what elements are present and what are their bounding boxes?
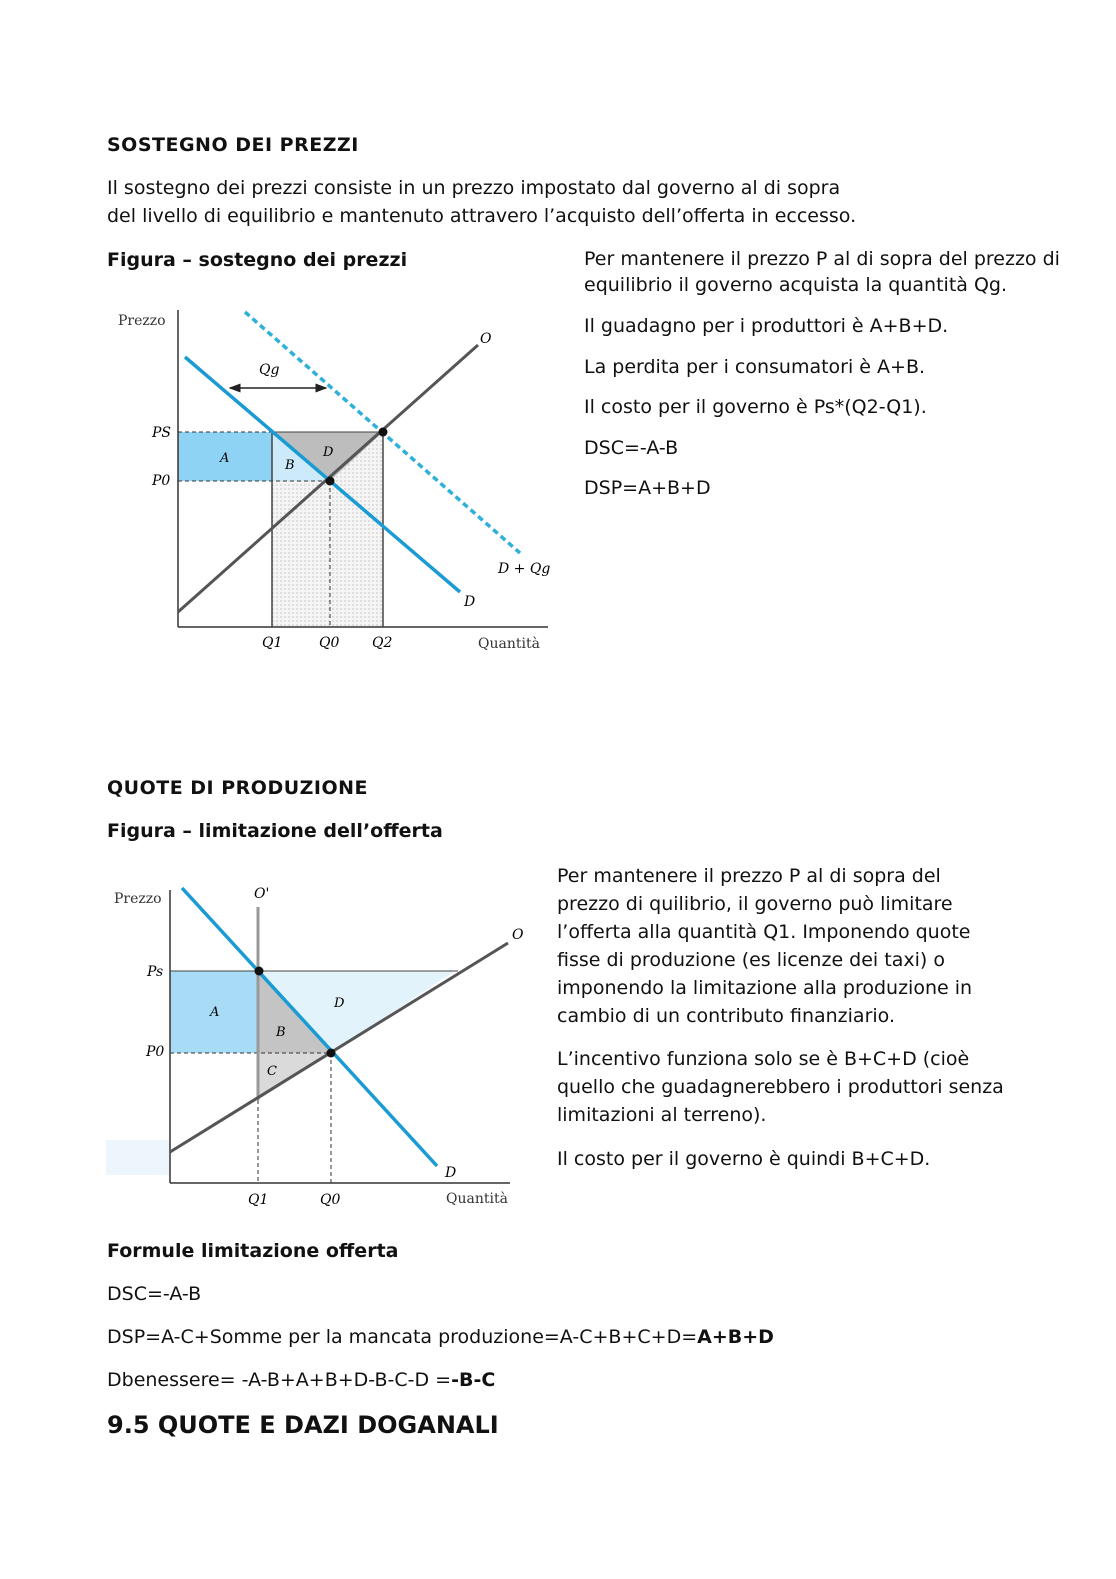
svg-text:A: A xyxy=(210,1005,220,1020)
svg-text:Q2: Q2 xyxy=(372,635,393,651)
note-line: Per mantenere il prezzo P al di sopra del prezzo di xyxy=(584,248,1060,270)
formula-text: Dbenessere= -A-B+A+B+D-B-C-D = xyxy=(107,1369,452,1391)
note-line: DSC=-A-B xyxy=(584,437,679,459)
svg-text:Q1: Q1 xyxy=(248,1192,269,1208)
svg-text:Quantità: Quantità xyxy=(478,636,540,652)
svg-text:D: D xyxy=(323,445,334,460)
note-line: Il costo per il governo è Ps*(Q2-Q1). xyxy=(584,396,927,418)
svg-text:D: D xyxy=(334,996,345,1011)
svg-text:A: A xyxy=(220,451,230,466)
svg-text:Ps: Ps xyxy=(147,964,164,980)
section-heading: SOSTEGNO DEI PREZZI xyxy=(107,134,359,156)
svg-text:B: B xyxy=(276,1025,286,1040)
note-line: cambio di un contributo finanziario. xyxy=(557,1005,895,1027)
svg-text:P0: P0 xyxy=(152,473,171,489)
figure-title: Figura – limitazione dell’offerta xyxy=(107,820,443,842)
note-line: imponendo la limitazione alla produzione in xyxy=(557,977,973,999)
svg-text:D: D xyxy=(464,594,476,610)
svg-text:Prezzo: Prezzo xyxy=(118,313,166,329)
section-heading: 9.5 QUOTE E DAZI DOGANALI xyxy=(107,1411,499,1439)
supply-limitation-diagram xyxy=(106,886,524,1208)
paragraph-line: Il sostegno dei prezzi consiste in un prezzo impostato dal governo al di sopra xyxy=(107,177,841,199)
note-line: fisse di produzione (es licenze dei taxi) o xyxy=(557,949,945,971)
note-line: Il guadagno per i produttori è A+B+D. xyxy=(584,315,949,337)
svg-text:P0: P0 xyxy=(146,1044,165,1060)
section-heading: QUOTE DI PRODUZIONE xyxy=(107,777,369,799)
formula-dsp xyxy=(107,1323,774,1351)
svg-text:O': O' xyxy=(254,886,270,902)
note-line: L’incentivo funziona solo se è B+C+D (cioè xyxy=(557,1048,970,1070)
note-line: limitazioni al terreno). xyxy=(557,1104,767,1126)
svg-text:Quantità: Quantità xyxy=(446,1191,508,1207)
formula-dsc: DSC=-A-B xyxy=(107,1283,202,1305)
svg-text:C: C xyxy=(267,1064,277,1079)
formulas-title: Formule limitazione offerta xyxy=(107,1240,399,1262)
formula-text: DSP=A-C+Somme per la mancata produzione=A-C+B+C+D= xyxy=(107,1326,698,1348)
note-line: equilibrio il governo acquista la quantità Qg. xyxy=(584,274,1008,296)
svg-text:Q0: Q0 xyxy=(319,635,340,651)
svg-text:O: O xyxy=(512,927,524,943)
svg-text:PS: PS xyxy=(152,425,172,441)
svg-text:B: B xyxy=(285,458,295,473)
svg-text:Q0: Q0 xyxy=(320,1192,341,1208)
formula-result: -B-C xyxy=(451,1369,496,1391)
paragraph-line: del livello di equilibrio e mantenuto attravero l’acquisto dell’offerta in eccesso. xyxy=(107,205,857,227)
formula-dbenessere xyxy=(107,1366,495,1394)
svg-text:D: D xyxy=(445,1165,457,1181)
formula-result: A+B+D xyxy=(697,1326,774,1348)
figure-title: Figura – sostegno dei prezzi xyxy=(107,249,408,271)
svg-text:O: O xyxy=(480,331,492,347)
note-line: La perdita per i consumatori è A+B. xyxy=(584,356,926,378)
svg-text:Prezzo: Prezzo xyxy=(114,891,162,907)
svg-text:Qg: Qg xyxy=(259,362,280,378)
price-support-diagram xyxy=(118,310,550,652)
svg-text:D + Qg: D + Qg xyxy=(498,561,551,577)
note-line: l’offerta alla quantità Q1. Imponendo quote xyxy=(557,921,971,943)
note-line: DSP=A+B+D xyxy=(584,477,711,499)
note-line: prezzo di quilibrio, il governo può limitare xyxy=(557,893,953,915)
note-line: Il costo per il governo è quindi B+C+D. xyxy=(557,1148,931,1170)
note-line: Per mantenere il prezzo P al di sopra del xyxy=(557,865,941,887)
svg-text:Q1: Q1 xyxy=(262,635,283,651)
note-line: quello che guadagnerebbero i produttori senza xyxy=(557,1076,1004,1098)
